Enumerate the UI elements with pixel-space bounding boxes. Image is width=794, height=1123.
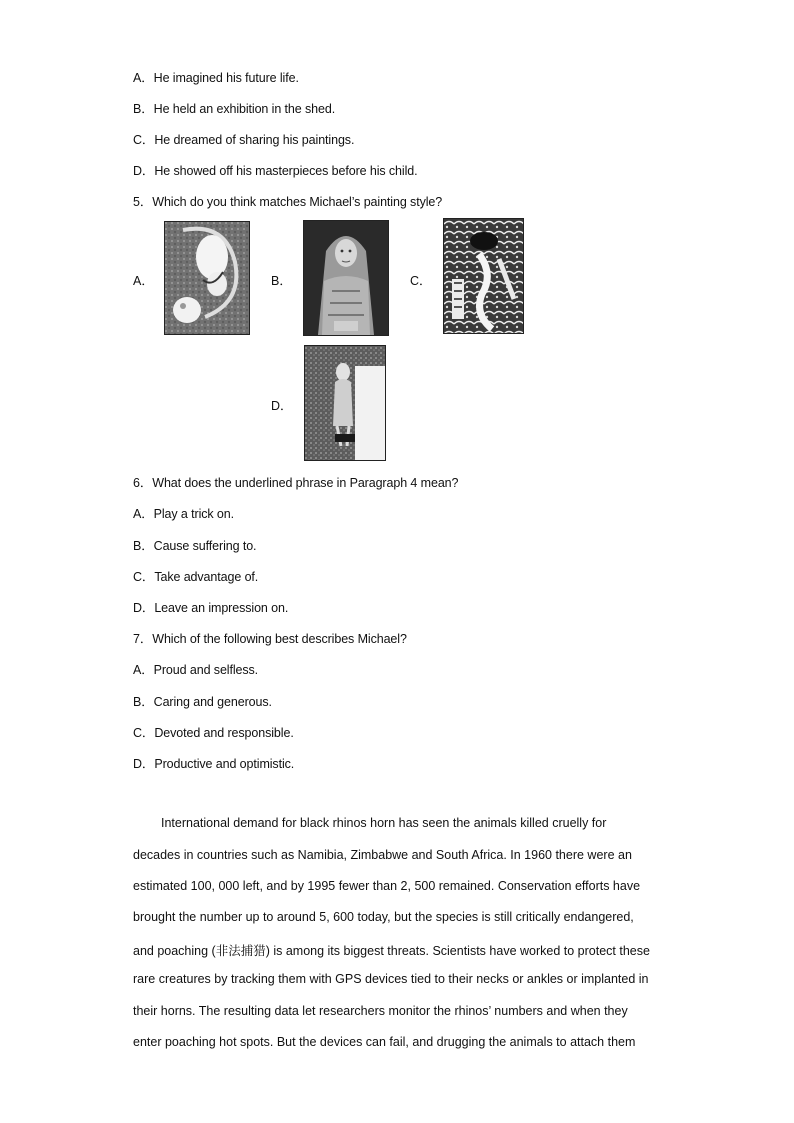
passage-line-5: and poaching (非法捕猎) is among its biggest threats. Scientists have worked to protect these	[133, 944, 650, 958]
passage-line-7: their horns. The resulting data let researchers monitor the rhinos’ numbers and when they	[133, 1004, 628, 1018]
painting-c-abstract	[443, 218, 524, 334]
q5-question: 5．Which do you think matches Michael’s painting style?	[133, 195, 443, 209]
q4-option-d: D．He showed off his masterpieces before his child.	[133, 164, 418, 178]
painting-a-still-life	[164, 221, 250, 335]
passage-line-4: brought the number up to around 5, 600 today, but the species is still critically endangered,	[133, 910, 634, 924]
passage-line-1: International demand for black rhinos horn has seen the animals killed cruelly for	[161, 816, 607, 830]
q6-option-a: A．Play a trick on.	[133, 507, 235, 521]
q4-option-b: B．He held an exhibition in the shed.	[133, 102, 336, 116]
q7-question: 7．Which of the following best describes Michael?	[133, 632, 407, 646]
q4-option-c: C．He dreamed of sharing his paintings.	[133, 133, 355, 147]
q5-label-a: A．	[133, 274, 154, 288]
passage-line-3: estimated 100, 000 left, and by 1995 fewer than 2, 500 remained. Conservation efforts have	[133, 879, 641, 893]
passage-line-2: decades in countries such as Namibia, Zimbabwe and South Africa. In 1960 there were an	[133, 848, 632, 862]
q7-option-c: C．Devoted and responsible.	[133, 726, 294, 740]
q7-option-a: A．Proud and selfless.	[133, 663, 259, 677]
q7-option-d: D．Productive and optimistic.	[133, 757, 295, 771]
passage-line-8: enter poaching hot spots. But the devices can fail, and drugging the animals to attach them	[133, 1035, 636, 1049]
q4-option-a: A．He imagined his future life.	[133, 71, 299, 85]
q5-label-d: D．	[271, 399, 293, 413]
q5-label-c: C．	[410, 274, 432, 288]
q5-label-b: B．	[271, 274, 292, 288]
q6-option-d: D．Leave an impression on.	[133, 601, 289, 615]
painting-b-portrait	[303, 220, 389, 336]
q6-question: 6．What does the underlined phrase in Paragraph 4 mean?	[133, 476, 459, 490]
q6-option-c: C．Take advantage of.	[133, 570, 259, 584]
q6-option-b: B．Cause suffering to.	[133, 539, 257, 553]
passage-line-6: rare creatures by tracking them with GPS devices tied to their necks or ankles or implanted in	[133, 972, 649, 986]
painting-d-figure	[304, 345, 386, 461]
q7-option-b: B．Caring and generous.	[133, 695, 272, 709]
